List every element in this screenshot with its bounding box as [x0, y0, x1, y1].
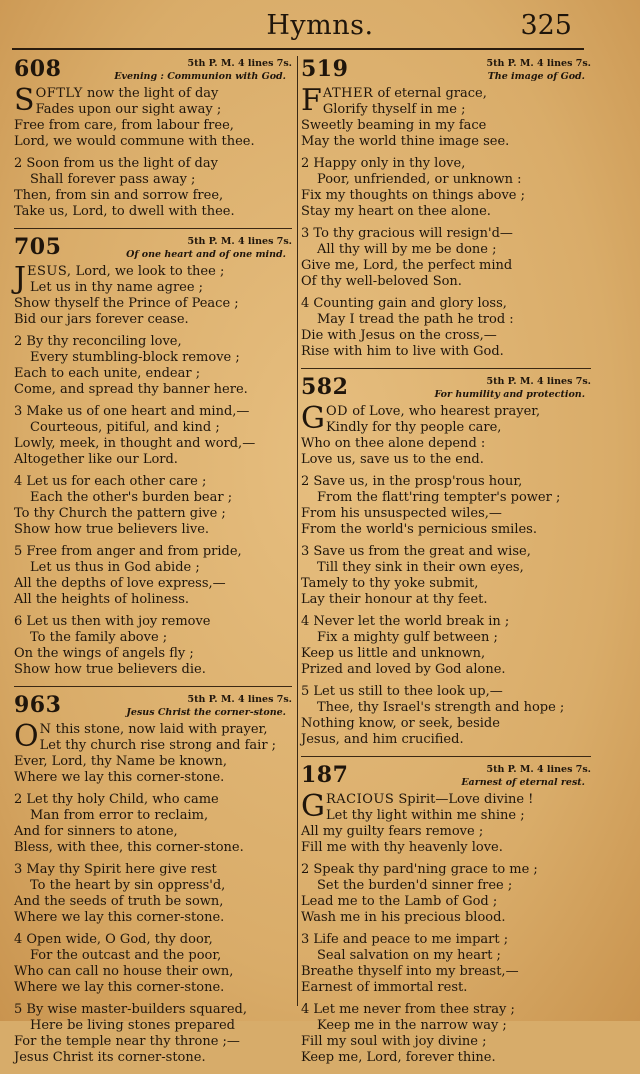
hymn-divider — [301, 756, 591, 757]
hymn-line: To the heart by sin oppress'd, — [30, 878, 226, 893]
stanza — [14, 474, 292, 538]
hymn-line: 2 By thy reconciling love, — [14, 334, 182, 349]
hymn-line: Set the burden'd sinner free ; — [317, 878, 513, 893]
hymn-line: And for sinners to atone, — [14, 824, 178, 839]
first-word: ATHER — [322, 86, 374, 101]
hymn-line: On the wings of angels fly ; — [14, 646, 194, 661]
hymn-number: 705 — [14, 234, 62, 260]
stanza — [301, 401, 591, 468]
hymn-header — [301, 58, 591, 86]
hymn-line: 3 Life and peace to me impart ; — [301, 932, 509, 947]
hymn-line: Show how true believers live. — [14, 522, 210, 537]
hymn-line: For the outcast and the poor, — [30, 948, 222, 963]
drop-cap: S — [14, 83, 35, 118]
hymn-line: Rise with him to live with God. — [301, 344, 504, 359]
hymn — [14, 694, 292, 1066]
hymn-line: 4 Let us for each other care ; — [14, 474, 207, 489]
hymn-line: 4 Never let the world break in ; — [301, 614, 510, 629]
hymn-line: Keep me in the narrow way ; — [317, 1018, 507, 1033]
hymn-meter: 5th P. M. 4 lines 7s. — [187, 236, 292, 247]
hymn-line: 2 Speak thy pard'ning grace to me ; — [301, 862, 538, 877]
hymn — [14, 58, 292, 220]
hymn-number: 582 — [301, 374, 349, 400]
right-column — [301, 58, 591, 1074]
hymn-line: 5 Let us still to thee look up,— — [301, 684, 503, 699]
hymn-line: 4 Let me never from thee stray ; — [301, 1002, 515, 1017]
drop-cap: G — [301, 789, 325, 824]
hymn-number: 187 — [301, 762, 349, 788]
stanza — [14, 544, 292, 608]
hymn-line: Let us thus in God abide ; — [30, 560, 200, 575]
hymn-line: 3 Make us of one heart and mind,— — [14, 404, 250, 419]
hymn-line: Tamely to thy yoke submit, — [301, 576, 479, 591]
header-rule — [12, 48, 584, 50]
stanza — [14, 334, 292, 398]
hymn-line: 2 Soon from us the light of day — [14, 156, 218, 171]
hymn-line: May the world thine image see. — [301, 134, 510, 149]
hymn-line: Courteous, pitiful, and kind ; — [30, 420, 220, 435]
hymn-line: Where we lay this corner-stone. — [14, 910, 225, 925]
hymn-line: From the flatt'ring tempter's power ; — [317, 490, 561, 505]
hymn-line: 4 Open wide, O God, thy door, — [14, 932, 213, 947]
hymn-line: Ever, Lord, thy Name be known, — [14, 754, 228, 769]
hymn-line: 2 Happy only in thy love, — [301, 156, 466, 171]
hymn-line: Free from care, from labour free, — [14, 118, 234, 133]
hymn-line: Each the other's burden bear ; — [30, 490, 233, 505]
first-line-text: Lord, we look to thee ; — [75, 264, 225, 279]
hymn-line: Keep me, Lord, forever thine. — [301, 1050, 496, 1065]
hymn-line: Give me, Lord, the perfect mind — [301, 258, 513, 273]
hymn-line: Of thy well-beloved Son. — [301, 274, 462, 289]
hymn-line: Then, from sin and sorrow free, — [14, 188, 224, 203]
hymn-line: Show how true believers die. — [14, 662, 206, 677]
hymn-line: Shall forever pass away ; — [30, 172, 196, 187]
hymn-line: From the world's pernicious smiles. — [301, 522, 537, 537]
hymn-topic: The image of God. — [487, 71, 585, 82]
hymn-meter: 5th P. M. 4 lines 7s. — [486, 58, 591, 69]
stanza — [301, 1002, 591, 1066]
stanza — [14, 404, 292, 468]
hymn-line: Love us, save us to the end. — [301, 452, 484, 467]
hymn-line: Each to each unite, endear ; — [14, 366, 201, 381]
first-line-text: of eternal grace, — [377, 86, 487, 101]
hymn-line: 6 Let us then with joy remove — [14, 614, 211, 629]
hymn-line: Poor, unfriended, or unknown : — [317, 172, 522, 187]
hymn-meter: 5th P. M. 4 lines 7s. — [187, 58, 292, 69]
hymn-number: 519 — [301, 56, 349, 82]
left-column — [14, 58, 292, 1074]
hymn-line: Sweetly beaming in my face — [301, 118, 487, 133]
first-word: OFTLY — [35, 86, 83, 101]
hymn-topic: Of one heart and of one mind. — [126, 249, 286, 260]
stanza — [301, 614, 591, 678]
hymn-header — [301, 764, 591, 792]
stanza — [14, 862, 292, 926]
hymn-topic: Earnest of eternal rest. — [461, 777, 585, 788]
hymn-topic: Evening : Communion with God. — [114, 71, 286, 82]
hymn — [301, 376, 591, 748]
hymn-line: 4 Counting gain and glory loss, — [301, 296, 507, 311]
hymn-line: Seal salvation on my heart ; — [317, 948, 501, 963]
hymn-header — [14, 236, 292, 264]
stanza — [14, 614, 292, 678]
hymn-line: Keep us little and unknown, — [301, 646, 486, 661]
stanza — [14, 261, 292, 328]
hymn-line: For the temple near thy throne ;— — [14, 1034, 240, 1049]
hymn-line: Where we lay this corner-stone. — [14, 980, 225, 995]
drop-cap: F — [301, 83, 322, 118]
stanza — [14, 719, 292, 786]
hymn-divider — [14, 686, 292, 687]
first-line-text: Spirit—Love divine ! — [398, 792, 534, 807]
hymn-line: Let thy church rise strong and fair ; — [39, 738, 277, 753]
stanza — [14, 83, 292, 150]
hymn-line: Prized and loved by God alone. — [301, 662, 506, 677]
hymn-header — [301, 376, 591, 404]
hymn-topic: For humility and protection. — [434, 389, 585, 400]
hymn-line: All thy will by me be done ; — [317, 242, 497, 257]
hymn-divider — [14, 228, 292, 229]
hymn-line: 5 By wise master-builders squared, — [14, 1002, 248, 1017]
first-word: OD — [325, 404, 349, 419]
hymn-line: Till they sink in their own eyes, — [317, 560, 524, 575]
hymn-line: May I tread the path he trod : — [317, 312, 514, 327]
hymn-line: Fill me with thy heavenly love. — [301, 840, 503, 855]
hymn-line: Lord, we would commune with thee. — [14, 134, 255, 149]
hymn-meter: 5th P. M. 4 lines 7s. — [486, 764, 591, 775]
hymn-line: Jesus, and him crucified. — [301, 732, 464, 747]
hymn-line: Die with Jesus on the cross,— — [301, 328, 497, 343]
hymn-line: 3 Save us from the great and wise, — [301, 544, 531, 559]
stanza — [301, 932, 591, 996]
stanza — [301, 862, 591, 926]
stanza — [301, 226, 591, 290]
hymn-line: Who on thee alone depend : — [301, 436, 486, 451]
hymn-line: Fill my soul with joy divine ; — [301, 1034, 487, 1049]
hymn-line: All the depths of love express,— — [14, 576, 226, 591]
stanza — [301, 156, 591, 220]
column-divider — [297, 56, 298, 1006]
drop-cap: G — [301, 401, 325, 436]
stanza — [301, 474, 591, 538]
hymn-line: Lowly, meek, in thought and word,— — [14, 436, 256, 451]
hymn-line: Breathe thyself into my breast,— — [301, 964, 519, 979]
page-header — [0, 0, 640, 50]
hymn-line: All the heights of holiness. — [14, 592, 190, 607]
hymn-line: Here be living stones prepared — [30, 1018, 235, 1033]
page-title: Hymns. — [266, 10, 374, 41]
first-line-text: of Love, who hearest prayer, — [352, 404, 541, 419]
hymn-line: Fades upon our sight away ; — [35, 102, 222, 117]
hymn-line: All my guilty fears remove ; — [301, 824, 484, 839]
hymn-line: 3 May thy Spirit here give rest — [14, 862, 217, 877]
hymn-line: 2 Let thy holy Child, who came — [14, 792, 219, 807]
hymn-line: Let us in thy name agree ; — [30, 280, 204, 295]
stanza — [14, 932, 292, 996]
hymn-line: 3 To thy gracious will resign'd— — [301, 226, 513, 241]
hymn-line: Jesus Christ its corner-stone. — [14, 1050, 206, 1065]
hymn-line: Fix a mighty gulf between ; — [317, 630, 498, 645]
hymn-line: Man from error to reclaim, — [30, 808, 209, 823]
hymn-line: 2 Save us, in the prosp'rous hour, — [301, 474, 523, 489]
hymn-line: Stay my heart on thee alone. — [301, 204, 491, 219]
hymn-line: Bless, with thee, this corner-stone. — [14, 840, 244, 855]
first-line-text: this stone, now laid with prayer, — [55, 722, 268, 737]
hymn-line: To the family above ; — [30, 630, 168, 645]
stanza — [301, 296, 591, 360]
hymn-line: From his unsuspected wiles,— — [301, 506, 502, 521]
stanza — [301, 544, 591, 608]
hymn-number: 608 — [14, 56, 62, 82]
stanza — [301, 684, 591, 748]
first-line-text: now the light of day — [86, 86, 219, 101]
stanza — [14, 792, 292, 856]
hymn-topic: Jesus Christ the corner-stone. — [126, 707, 286, 718]
hymn-number: 963 — [14, 692, 62, 718]
hymn-line: Lead me to the Lamb of God ; — [301, 894, 498, 909]
hymn-divider — [301, 368, 591, 369]
hymn-line: Show thyself the Prince of Peace ; — [14, 296, 239, 311]
hymn-line: Fix my thoughts on things above ; — [301, 188, 525, 203]
stanza — [301, 83, 591, 150]
hymn-header — [14, 58, 292, 86]
hymn-line: Earnest of immortal rest. — [301, 980, 468, 995]
hymn-line: 5 Free from anger and from pride, — [14, 544, 242, 559]
hymn-line: Where we lay this corner-stone. — [14, 770, 225, 785]
hymn-line: Bid our jars forever cease. — [14, 312, 189, 327]
first-word: N — [39, 722, 52, 737]
hymn-line: Thee, thy Israel's strength and hope ; — [317, 700, 565, 715]
hymn-line: Glorify thyself in me ; — [322, 102, 466, 117]
stanza — [301, 789, 591, 856]
hymn-line: Come, and spread thy banner here. — [14, 382, 248, 397]
hymn-meter: 5th P. M. 4 lines 7s. — [187, 694, 292, 705]
first-word: RACIOUS — [325, 792, 395, 807]
hymn-line: Altogether like our Lord. — [14, 452, 178, 467]
hymn-meter: 5th P. M. 4 lines 7s. — [486, 376, 591, 387]
hymn-line: And the seeds of truth be sown, — [14, 894, 224, 909]
hymn-line: Lay their honour at thy feet. — [301, 592, 488, 607]
hymn — [301, 58, 591, 360]
hymn-line: To thy Church the pattern give ; — [14, 506, 226, 521]
hymn-header — [14, 694, 292, 722]
hymn — [14, 236, 292, 678]
drop-cap: O — [14, 719, 39, 754]
hymn-line: Every stumbling-block remove ; — [30, 350, 240, 365]
hymn-line: Nothing know, or seek, beside — [301, 716, 500, 731]
hymn-line: Who can call no house their own, — [14, 964, 234, 979]
hymn-line: Kindly for thy people care, — [325, 420, 502, 435]
stanza — [14, 1002, 292, 1066]
first-word: ESUS, — [27, 264, 72, 279]
stanza — [14, 156, 292, 220]
hymn-line: Let thy light within me shine ; — [325, 808, 525, 823]
drop-cap: J — [14, 261, 27, 296]
hymn-line: Take us, Lord, to dwell with thee. — [14, 204, 235, 219]
hymn-line: Wash me in his precious blood. — [301, 910, 506, 925]
page-number: 325 — [520, 10, 572, 41]
